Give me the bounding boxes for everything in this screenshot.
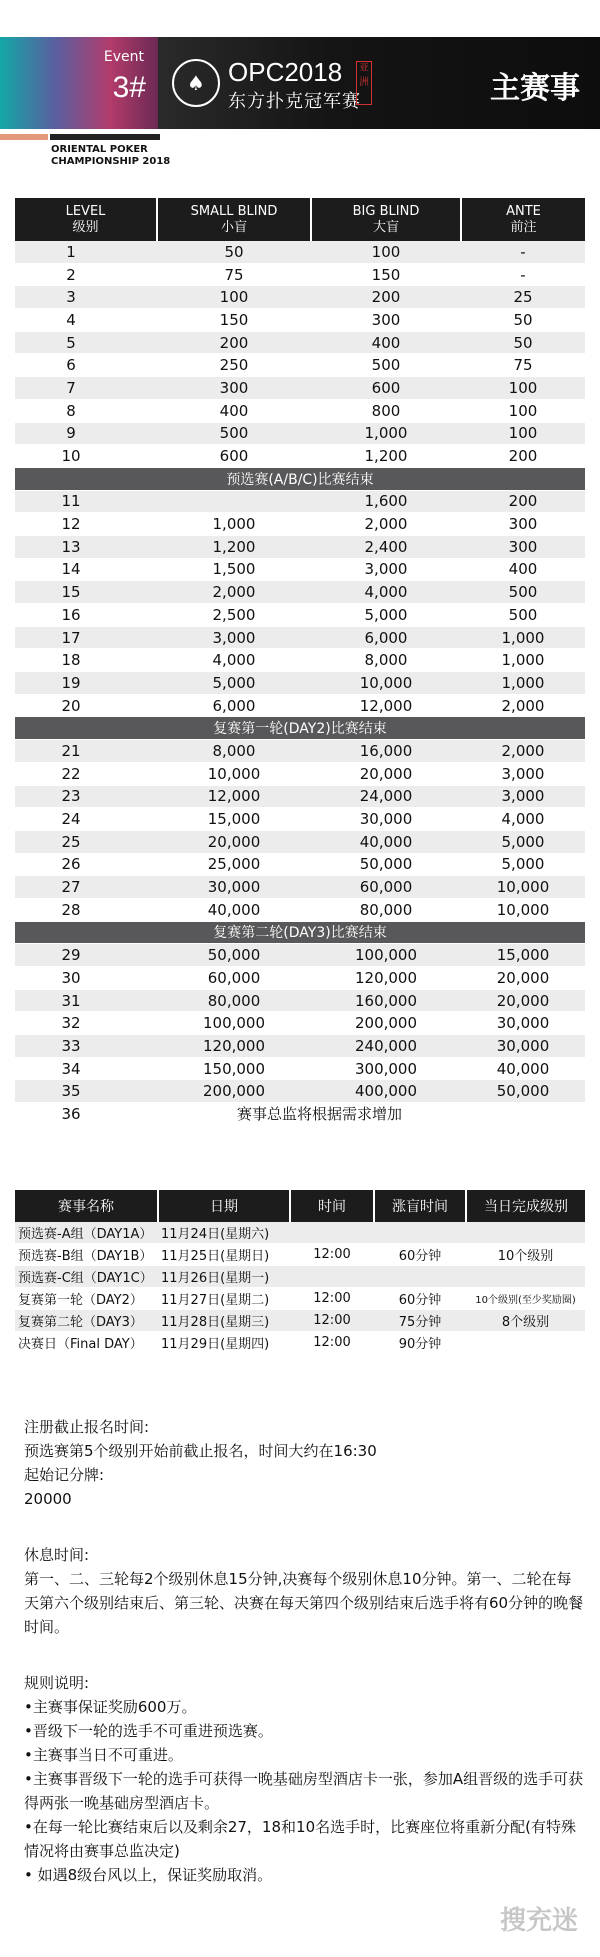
ante-cell: -	[461, 241, 585, 263]
level-cell: 17	[15, 626, 157, 649]
logo-text: OPC2018	[228, 57, 343, 87]
logo-asia-mark: 亚洲	[356, 61, 372, 105]
big-blind-cell: 200	[311, 286, 461, 309]
small-blind-cell: 12,000	[157, 785, 311, 808]
sched-header-time: 时间	[290, 1190, 374, 1222]
small-blind-cell: 200	[157, 331, 311, 354]
blind-up-cell: 75分钟	[374, 1310, 466, 1332]
ante-cell: 1,000	[461, 626, 585, 649]
rules-list	[24, 1695, 584, 1887]
small-blind-cell: 30,000	[157, 876, 311, 899]
level-cell: 30	[15, 967, 157, 990]
small-blind-cell: 200,000	[157, 1080, 311, 1103]
time-cell: 12:00	[290, 1244, 374, 1266]
ante-cell: 5,000	[461, 853, 585, 876]
level-cell: 7	[15, 377, 157, 400]
blind-level-row	[15, 785, 585, 808]
blind-level-row	[15, 808, 585, 831]
blind-level-row	[15, 672, 585, 695]
rule-item: • 如遇8级台风以上，保证奖励取消。	[24, 1866, 273, 1884]
ante-cell: 10,000	[461, 898, 585, 921]
ante-cell: 2,000	[461, 694, 585, 717]
header-small-blind: SMALL BLIND 小盲	[157, 198, 311, 241]
schedule-row	[15, 1266, 585, 1288]
schedule-row	[15, 1222, 585, 1244]
level-cell: 1	[15, 241, 157, 263]
sched-header-blind-up: 涨盲时间	[374, 1190, 466, 1222]
schedule-row	[15, 1244, 585, 1266]
small-blind-cell: 50	[157, 241, 311, 263]
sched-header-date: 日期	[158, 1190, 290, 1222]
level-cell: 8	[15, 399, 157, 422]
ante-cell: 4,000	[461, 808, 585, 831]
big-blind-cell: 1,600	[311, 490, 461, 513]
big-blind-cell: 400	[311, 331, 461, 354]
banner-gradient	[0, 37, 158, 129]
ante-cell: 300	[461, 535, 585, 558]
levels-cell: 10个级别(至少奖励圈)	[466, 1288, 585, 1310]
big-blind-cell: 2,000	[311, 513, 461, 536]
event-name-cell: 预选赛-B组（DAY1B）	[15, 1244, 158, 1266]
level-note-cell: 赛事总监将根据需求增加	[157, 1103, 585, 1126]
blind-up-cell: 60分钟	[374, 1288, 466, 1310]
big-blind-cell: 20,000	[311, 762, 461, 785]
level-cell: 25	[15, 830, 157, 853]
stripe-salmon	[0, 134, 48, 140]
event-name-cell: 决赛日（Final DAY）	[15, 1332, 158, 1354]
blind-level-row	[15, 581, 585, 604]
schedule-row	[15, 1288, 585, 1310]
blind-level-row	[15, 309, 585, 332]
blind-level-row	[15, 694, 585, 717]
ante-cell: 200	[461, 445, 585, 468]
ante-cell: 10,000	[461, 876, 585, 899]
level-cell: 3	[15, 286, 157, 309]
ante-cell: 100	[461, 422, 585, 445]
blind-level-row	[15, 1080, 585, 1103]
small-blind-cell: 10,000	[157, 762, 311, 785]
time-cell	[290, 1266, 374, 1288]
level-cell: 10	[15, 445, 157, 468]
time-cell: 12:00	[290, 1332, 374, 1354]
date-cell: 11月26日(星期一)	[158, 1266, 290, 1288]
small-blind-cell: 2,500	[157, 604, 311, 627]
ante-cell: 3,000	[461, 785, 585, 808]
rule-item: •主赛事当日不可重进。	[24, 1746, 183, 1764]
ante-cell: 50,000	[461, 1080, 585, 1103]
levels-cell: 10个级别	[466, 1244, 585, 1266]
small-blind-cell: 150,000	[157, 1057, 311, 1080]
event-number: 3#	[112, 71, 146, 104]
rules-title: 规则说明:	[24, 1674, 90, 1692]
event-name-cell: 复赛第二轮（DAY3）	[15, 1310, 158, 1332]
break-text: 第一、二、三轮每2个级别休息15分钟,决赛每个级别休息10分钟。第一、二轮在每天第六个级别结束后、第三轮、决赛在每天第四个级别结束后选手将有60分钟的晚餐时间。	[24, 1570, 584, 1636]
blind-level-row	[15, 263, 585, 286]
blind-level-row	[15, 286, 585, 309]
blind-level-row	[15, 399, 585, 422]
rule-item: •主赛事保证奖励600万。	[24, 1698, 197, 1716]
blind-level-row	[15, 604, 585, 627]
ante-cell: 300	[461, 513, 585, 536]
big-blind-cell: 50,000	[311, 853, 461, 876]
date-cell: 11月29日(星期四)	[158, 1332, 290, 1354]
small-blind-cell: 25,000	[157, 853, 311, 876]
ante-cell: 40,000	[461, 1057, 585, 1080]
subtitle-line-2: CHAMPIONSHIP 2018	[51, 156, 171, 167]
blind-level-row	[15, 876, 585, 899]
ante-cell: 15,000	[461, 944, 585, 967]
blind-level-row	[15, 989, 585, 1012]
small-blind-cell: 80,000	[157, 989, 311, 1012]
big-blind-cell: 160,000	[311, 989, 461, 1012]
small-blind-cell: 1,500	[157, 558, 311, 581]
blind-level-row	[15, 513, 585, 536]
registration-text: 预选赛第5个级别开始前截止报名，时间大约在16:30	[24, 1442, 377, 1460]
small-blind-cell: 6,000	[157, 694, 311, 717]
small-blind-cell: 600	[157, 445, 311, 468]
level-cell: 28	[15, 898, 157, 921]
small-blind-cell: 120,000	[157, 1035, 311, 1058]
blind-level-row	[15, 1035, 585, 1058]
ante-cell: 5,000	[461, 830, 585, 853]
time-cell	[290, 1222, 374, 1244]
level-cell: 35	[15, 1080, 157, 1103]
level-cell: 12	[15, 513, 157, 536]
level-cell: 32	[15, 1012, 157, 1035]
blind-level-row	[15, 740, 585, 763]
header-big-blind: BIG BLIND 大盲	[311, 198, 461, 241]
event-label: Event	[103, 49, 144, 65]
small-blind-cell: 40,000	[157, 898, 311, 921]
level-cell: 29	[15, 944, 157, 967]
header-ante: ANTE 前注	[461, 198, 585, 241]
blind-level-row	[15, 1103, 585, 1126]
ante-cell: 50	[461, 331, 585, 354]
level-cell: 4	[15, 309, 157, 332]
event-name-cell: 预选赛-C组（DAY1C）	[15, 1266, 158, 1288]
small-blind-cell: 75	[157, 263, 311, 286]
blind-level-row	[15, 853, 585, 876]
banner-dark	[158, 37, 600, 129]
level-cell: 20	[15, 694, 157, 717]
phase-separator-label: 预选赛(A/B/C)比赛结束	[15, 467, 585, 490]
phase-separator-row	[15, 717, 585, 740]
levels-cell	[466, 1332, 585, 1354]
blind-up-cell	[374, 1222, 466, 1244]
big-blind-cell: 100,000	[311, 944, 461, 967]
big-blind-cell: 6,000	[311, 626, 461, 649]
small-blind-cell: 8,000	[157, 740, 311, 763]
small-blind-cell: 250	[157, 354, 311, 377]
big-blind-cell: 16,000	[311, 740, 461, 763]
level-cell: 2	[15, 263, 157, 286]
big-blind-cell: 500	[311, 354, 461, 377]
small-blind-cell: 500	[157, 422, 311, 445]
subtitle-en	[51, 144, 170, 168]
rule-item: •在每一轮比赛结束后以及剩余27，18和10名选手时，比赛座位将重新分配(有特殊情况将由赛事总监决定)	[24, 1818, 576, 1860]
ante-cell: -	[461, 263, 585, 286]
big-blind-cell: 1,000	[311, 422, 461, 445]
ante-cell: 1,000	[461, 649, 585, 672]
levels-cell: 8个级别	[466, 1310, 585, 1332]
level-cell: 19	[15, 672, 157, 695]
big-blind-cell: 8,000	[311, 649, 461, 672]
date-cell: 11月27日(星期二)	[158, 1288, 290, 1310]
levels-cell	[466, 1266, 585, 1288]
level-cell: 16	[15, 604, 157, 627]
small-blind-cell: 15,000	[157, 808, 311, 831]
schedule-table	[15, 1190, 585, 1354]
level-cell: 24	[15, 808, 157, 831]
ante-cell: 20,000	[461, 967, 585, 990]
blind-level-row	[15, 445, 585, 468]
blind-level-row	[15, 354, 585, 377]
small-blind-cell: 300	[157, 377, 311, 400]
date-cell: 11月24日(星期六)	[158, 1222, 290, 1244]
big-blind-cell: 30,000	[311, 808, 461, 831]
ante-cell: 50	[461, 309, 585, 332]
level-cell: 27	[15, 876, 157, 899]
level-cell: 15	[15, 581, 157, 604]
big-blind-cell: 800	[311, 399, 461, 422]
blind-level-row	[15, 626, 585, 649]
level-cell: 31	[15, 989, 157, 1012]
level-cell: 26	[15, 853, 157, 876]
big-blind-cell: 120,000	[311, 967, 461, 990]
schedule-row	[15, 1310, 585, 1332]
rule-item: •晋级下一轮的选手不可重进预选赛。	[24, 1722, 273, 1740]
big-blind-cell: 400,000	[311, 1080, 461, 1103]
big-blind-cell: 40,000	[311, 830, 461, 853]
big-blind-cell: 3,000	[311, 558, 461, 581]
opc-logo-icon: ♠	[172, 59, 220, 107]
big-blind-cell: 200,000	[311, 1012, 461, 1035]
date-cell: 11月25日(星期日)	[158, 1244, 290, 1266]
sched-header-name: 赛事名称	[15, 1190, 158, 1222]
event-name-cell: 复赛第一轮（DAY2）	[15, 1288, 158, 1310]
small-blind-cell: 2,000	[157, 581, 311, 604]
ante-cell: 75	[461, 354, 585, 377]
blind-structure-table	[15, 198, 585, 1126]
big-blind-cell: 240,000	[311, 1035, 461, 1058]
ante-cell: 30,000	[461, 1035, 585, 1058]
stripe-dark	[50, 134, 160, 140]
blind-up-cell	[374, 1266, 466, 1288]
ante-cell: 20,000	[461, 989, 585, 1012]
small-blind-cell: 5,000	[157, 672, 311, 695]
big-blind-cell: 5,000	[311, 604, 461, 627]
big-blind-cell: 150	[311, 263, 461, 286]
level-cell: 23	[15, 785, 157, 808]
big-blind-cell: 600	[311, 377, 461, 400]
ante-cell: 3,000	[461, 762, 585, 785]
blind-level-row	[15, 944, 585, 967]
blind-level-row	[15, 422, 585, 445]
level-cell: 18	[15, 649, 157, 672]
blind-level-row	[15, 535, 585, 558]
ante-cell: 1,000	[461, 672, 585, 695]
level-cell: 5	[15, 331, 157, 354]
subtitle-line-1: ORIENTAL POKER	[51, 144, 148, 155]
small-blind-cell: 100	[157, 286, 311, 309]
small-blind-cell: 20,000	[157, 830, 311, 853]
starting-chips-value: 20000	[24, 1490, 72, 1508]
ante-cell: 100	[461, 399, 585, 422]
level-cell: 14	[15, 558, 157, 581]
blind-level-row	[15, 967, 585, 990]
big-blind-cell: 10,000	[311, 672, 461, 695]
schedule-header-row	[15, 1190, 585, 1222]
notes-section	[24, 1415, 584, 1887]
sched-header-levels: 当日完成级别	[466, 1190, 585, 1222]
level-cell: 34	[15, 1057, 157, 1080]
phase-separator-row	[15, 921, 585, 944]
big-blind-cell: 100	[311, 241, 461, 263]
blind-level-row	[15, 1057, 585, 1080]
blind-level-row	[15, 1012, 585, 1035]
time-cell: 12:00	[290, 1288, 374, 1310]
ante-cell: 500	[461, 604, 585, 627]
ante-cell: 30,000	[461, 1012, 585, 1035]
small-blind-cell: 50,000	[157, 944, 311, 967]
phase-separator-row	[15, 467, 585, 490]
blind-level-row	[15, 490, 585, 513]
big-blind-cell: 4,000	[311, 581, 461, 604]
big-blind-cell: 1,200	[311, 445, 461, 468]
blind-up-cell: 90分钟	[374, 1332, 466, 1354]
small-blind-cell	[157, 490, 311, 513]
small-blind-cell: 1,000	[157, 513, 311, 536]
level-cell: 22	[15, 762, 157, 785]
level-cell: 9	[15, 422, 157, 445]
small-blind-cell: 3,000	[157, 626, 311, 649]
level-cell: 21	[15, 740, 157, 763]
small-blind-cell: 400	[157, 399, 311, 422]
small-blind-cell: 100,000	[157, 1012, 311, 1035]
ante-cell: 400	[461, 558, 585, 581]
ante-cell: 2,000	[461, 740, 585, 763]
starting-chips-title: 起始记分牌:	[24, 1466, 105, 1484]
blind-level-row	[15, 331, 585, 354]
phase-separator-label: 复赛第二轮(DAY3)比赛结束	[15, 921, 585, 944]
break-title: 休息时间:	[24, 1546, 90, 1564]
big-blind-cell: 24,000	[311, 785, 461, 808]
level-cell: 6	[15, 354, 157, 377]
ante-cell: 200	[461, 490, 585, 513]
blind-header-row	[15, 198, 585, 241]
big-blind-cell: 2,400	[311, 535, 461, 558]
logo-cn-text: 东方扑克冠军赛	[228, 91, 361, 112]
big-blind-cell: 300	[311, 309, 461, 332]
big-blind-cell: 12,000	[311, 694, 461, 717]
small-blind-cell: 4,000	[157, 649, 311, 672]
big-blind-cell: 80,000	[311, 898, 461, 921]
phase-separator-label: 复赛第一轮(DAY2)比赛结束	[15, 717, 585, 740]
rule-item: •主赛事晋级下一轮的选手可获得一晚基础房型酒店卡一张，参加A组晋级的选手可获得两张一晚基础房型酒店卡。	[24, 1770, 584, 1812]
registration-title: 注册截止报名时间:	[24, 1418, 150, 1436]
watermark-logo: 搜充迷	[499, 1906, 578, 1936]
event-banner	[0, 37, 600, 129]
time-cell: 12:00	[290, 1310, 374, 1332]
blind-level-row	[15, 649, 585, 672]
blind-level-row	[15, 558, 585, 581]
blind-level-row	[15, 762, 585, 785]
small-blind-cell: 150	[157, 309, 311, 332]
blind-level-row	[15, 898, 585, 921]
ante-cell: 100	[461, 377, 585, 400]
level-cell: 11	[15, 490, 157, 513]
blind-level-row	[15, 830, 585, 853]
big-blind-cell: 300,000	[311, 1057, 461, 1080]
small-blind-cell: 1,200	[157, 535, 311, 558]
date-cell: 11月28日(星期三)	[158, 1310, 290, 1332]
schedule-row	[15, 1332, 585, 1354]
level-cell: 13	[15, 535, 157, 558]
page-title: 主赛事	[490, 71, 580, 106]
small-blind-cell: 60,000	[157, 967, 311, 990]
event-name-cell: 预选赛-A组（DAY1A）	[15, 1222, 158, 1244]
ante-cell: 500	[461, 581, 585, 604]
header-level: LEVEL 级别	[15, 198, 157, 241]
decor-stripes	[0, 134, 600, 140]
levels-cell	[466, 1222, 585, 1244]
blind-level-row	[15, 241, 585, 263]
ante-cell: 25	[461, 286, 585, 309]
blind-up-cell: 60分钟	[374, 1244, 466, 1266]
big-blind-cell: 60,000	[311, 876, 461, 899]
blind-level-row	[15, 377, 585, 400]
level-cell: 36	[15, 1103, 157, 1126]
level-cell: 33	[15, 1035, 157, 1058]
